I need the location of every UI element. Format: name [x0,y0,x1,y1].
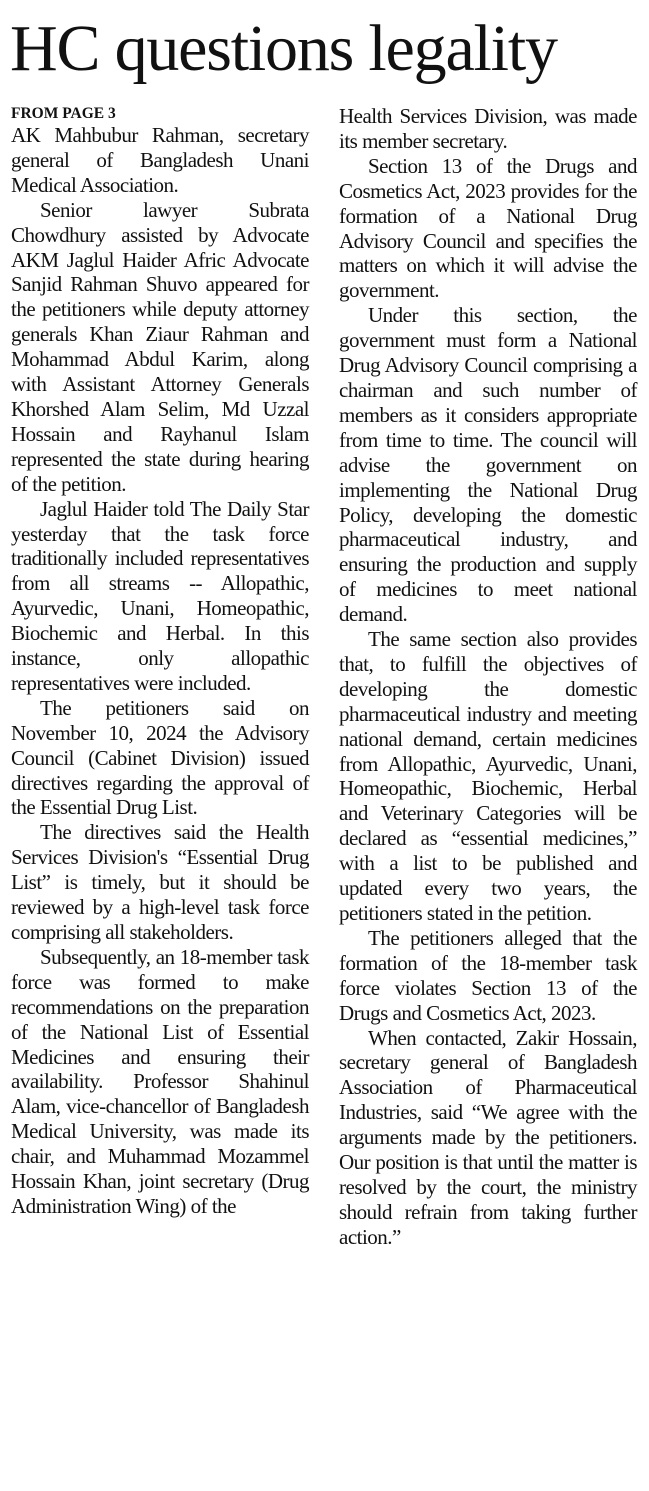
article-paragraph: The same section also provides that, to fulfill the objectives of developing the domestic pharmaceutical industry and meeting national demand, certain medicines from Allopathic, Ayurvedic, Unani, Homeopathic, Biochemic, Herbal and Veterinary Categories will be declared as “essential medicines,” with a list to be published and updated every two years, the petitioners stated in the petition. [339,627,637,925]
article-paragraph: Senior lawyer Subrata Chowdhury assisted by Advocate AKM Jaglul Haider Afric Advocate Sanjid Rahman Shuvo appeared for the petitioners while deputy attorney generals Khan Ziaur Rahman and Mohammad Abdul Karim, along with Assistant Attorney Generals Khorshed Alam Selim, Md Uzzal Hossain and Rayhanul Islam represented the state during hearing of the petition. [11,197,309,496]
article-paragraph: The petitioners alleged that the formation of the 18-member task force violates Section 13 of the Drugs and Cosmetics Act, 2023. [339,925,637,1025]
article-paragraph: AK Mahbubur Rahman, secretary general of Bangladesh Unani Medical Association. [11,123,309,197]
headline: HC questions legality [10,12,557,85]
article-paragraph: Jaglul Haider told The Daily Star yesterday that the task force traditionally included representatives from all streams -- Allopathic, Ayurvedic, Unani, Homeopathic, Biochemic and Herbal. In this instance, only allopathic representatives were included. [11,496,309,695]
article-paragraph: The directives said the Health Services Division's “Essential Drug List” is timely, but it should be reviewed by a high-level task force comprising all stakeholders. [11,820,309,944]
article-paragraph: When contacted, Zakir Hossain, secretary general of Bangladesh Association of Pharmaceutical Industries, said “We agree with the arguments made by the petitioners. Our position is that until the matter is resolved by the court, the ministry should refrain from taking further action.” [339,1025,637,1249]
article-paragraph: Section 13 of the Drugs and Cosmetics Act, 2023 provides for the formation of a National Drug Advisory Council and specifies the matters on which it will advise the government. [339,153,637,303]
article-column-left [11,104,309,1219]
article-column-right [339,104,637,1250]
article-paragraph: Under this section, the government must form a National Drug Advisory Council comprising a chairman and such number of members as it considers appropriate from time to time. The council will advise the government on implementing the National Drug Policy, developing the domestic pharmaceutical industry, and ensuring the production and supply of medicines to meet national demand. [339,303,637,627]
article-paragraph: The petitioners said on November 10, 2024 the Advisory Council (Cabinet Division) issued directives regarding the approval of the Essential Drug List. [11,695,309,820]
jump-label: FROM PAGE 3 [11,105,116,122]
article-paragraph: Subsequently, an 18-member task force was formed to make recommendations on the preparation of the National List of Essential Medicines and ensuring their availability. Professor Shahinul Alam, vice-chancellor of Bangladesh Medical University, was made its chair, and Muhammad Mozammel Hossain Khan, joint secretary (Drug Administration Wing) of the [11,944,309,1218]
article-paragraph: Health Services Division, was made its member secretary. [339,104,637,153]
